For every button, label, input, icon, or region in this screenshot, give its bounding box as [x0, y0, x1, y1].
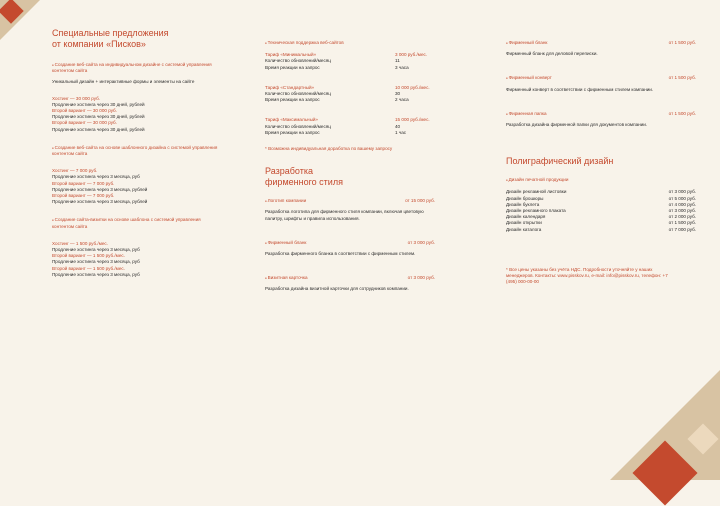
offer-block: ● Создание сайта-визитки на основе шаблона с системой управления контентом сайта Хостинг — 1 500 руб./мес. Продление хостинга через 3 месяца, руб Второй вариант — 1 500 руб./мес. Продление хостинга через 3 месяца, руб Второй вариант — 1 500 руб./мес. Продление хостинга через 3 месяца, руб [52, 217, 222, 278]
price-row: Дизайн буклета от 4 000 руб. [506, 201, 696, 207]
branding-title: Разработка фирменного стиля [265, 166, 343, 188]
offer-heading: ● Создание веб-сайта на индивидуальном дизайне с системой управления контентом сайта [52, 62, 222, 74]
support-note: * Возможна индивидуальная доработка по вашему запросу [265, 146, 393, 152]
plan-table: Тариф «Максимальный» 15 000 руб./мес. Количество обновлений/месяц 40 Время реакции на запрос 1 час [265, 117, 430, 135]
stationery-item: ● Фирменный конверт от 1 500 руб. [506, 75, 696, 81]
price-row: Дизайн рекламного плаката от 3 000 руб. [506, 208, 696, 214]
offer-heading: ● Создание веб-сайта на основе шаблонного дизайна с системой управления контентом сайта [52, 145, 222, 157]
price-row: Дизайн календаря от 2 000 руб. [506, 214, 696, 220]
brand-item-logo: ● Логотип компании от 15 000 руб. [265, 198, 435, 204]
offer-heading: ● Создание сайта-визитки на основе шаблона с системой управления контентом сайта [52, 217, 222, 229]
price-row: Дизайн каталога от 7 000 руб. [506, 226, 696, 232]
stationery-item: ● Фирменная папка от 1 500 руб. [506, 111, 696, 117]
column-support-and-branding: ● Техническая поддержка веб-сайтов Тариф «Минимальный» 3 000 руб./мес. Количество обновлений/месяц 11 Время реакции на запрос 3 часа Тариф «Стандартный» 10 000 руб./мес. Количество обновлений/месяц 30 Время реакции на запрос 2 часа Тариф «Максимальный» 15 000 руб./мес. Количество обновлений/месяц 40 Время реакции на запрос 1 час * Возможна индивидуальная доработка по вашему запросу Разработка фирменного стиля ● Логотип компании от 15 000 руб. Разработка логотипа для фирменного стиля компании, включая цветовую палитру, шрифты и правила использования. ● Фирменный бланк от 3 000 руб. Разработка фирменного бланка в соответствии с фирменным стилем. ● Визитная карточка от 3 000 руб. Разработка дизайна визитной карточки для сотрудников компании. [265, 40, 435, 297]
section-title: Специальные предложения от компании «Писков» [52, 28, 169, 49]
plan-table: Тариф «Стандартный» 10 000 руб./мес. Количество обновлений/месяц 30 Время реакции на запрос 2 часа [265, 84, 430, 103]
brand-item-business-card: ● Визитная карточка от 3 000 руб. [265, 275, 435, 281]
stationery-item: ● Фирменный бланк от 1 500 руб. [506, 40, 696, 46]
column-print-design: ● Фирменный бланк от 1 500 руб. Фирменный бланк для деловой переписки. ● Фирменный конверт от 1 500 руб. Фирменный конверт в соответствии с фирменным стилем компании. ● Фирменная папка от 1 500 руб. Разработка дизайна фирменной папки для документов компании. Полиграфический дизайн ● Дизайн печатной продукции Дизайн рекламной листовки от 3 000 руб. Дизайн брошюры от 5 000 руб. Дизайн буклета от 4 000 руб. Дизайн рекламного плаката от 3 000 руб. Дизайн календаря от 2 000 руб. Дизайн открытки от 1 500 руб. Дизайн каталога от 7 000 руб. * Все цены указаны без учёта НДС. Подробности уточняйте у наших менеджеров. Контакты: www.pisskov.ru, e-mail: info@pisskov.ru, телефон: +7 (495) 000-00-00 [506, 40, 696, 285]
offer-block: ● Создание веб-сайта на основе шаблонного дизайна с системой управления контентом сайта Хостинг — 7 000 руб. Продление хостинга через 3 месяца, руб Второй вариант — 7 000 руб. Продление хостинга через 3 месяца, рублей Второй вариант — 7 000 руб. Продление хостинга через 3 месяца, рублей [52, 145, 222, 206]
price-row: Дизайн брошюры от 5 000 руб. [506, 195, 696, 201]
brand-item-letterhead: ● Фирменный бланк от 3 000 руб. [265, 240, 435, 246]
print-design-title: Полиграфический дизайн [506, 156, 614, 167]
contact-note: * Все цены указаны без учёта НДС. Подробности уточняйте у наших менеджеров. Контакты: www.pisskov.ru, e-mail: info@pisskov.ru, телефон: +7 (495) 000-00-00 [506, 266, 668, 285]
support-heading: ● Техническая поддержка веб-сайтов [265, 40, 435, 46]
price-row: Дизайн рекламной листовки от 3 000 руб. [506, 189, 696, 195]
print-design-subtitle: ● Дизайн печатной продукции [506, 177, 696, 183]
offer-block: ● Создание веб-сайта на индивидуальном дизайне с системой управления контентом сайта Уникальный дизайн + интерактивные формы и элементы на сайте Хостинг — 30 000 руб. Продление хостинга через 30 дней, рублей Второй вариант — 30 000 руб. Продление хостинга через 30 дней, рублей Второй вариант — 30 000 руб. Продление хостинга через 30 дней, рублей [52, 62, 222, 133]
price-row: Дизайн открытки от 1 500 руб. [506, 220, 696, 226]
column-special-offers [52, 28, 222, 278]
plan-table: Тариф «Минимальный» 3 000 руб./мес. Количество обновлений/месяц 11 Время реакции на запрос 3 часа [265, 52, 428, 70]
print-price-list [506, 189, 696, 232]
offer-desc: Уникальный дизайн + интерактивные формы и элементы на сайте [52, 79, 195, 85]
